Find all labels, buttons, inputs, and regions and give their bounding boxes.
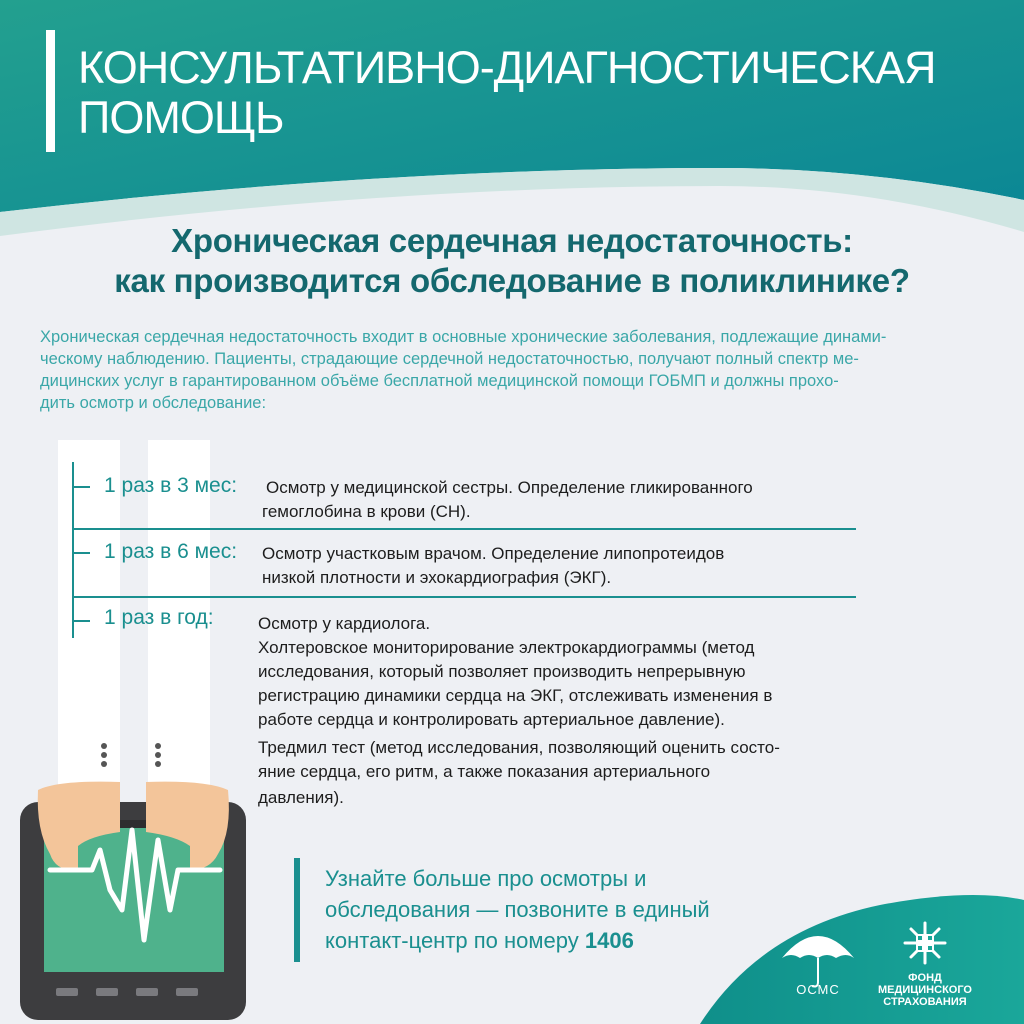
schedule-desc-line: давления). [258, 788, 344, 807]
intro-line: ческому наблюдению. Пациенты, страдающие сердечной недостаточностью, получают полный спектр ме- [40, 350, 859, 368]
schedule-vertical-line [72, 462, 74, 638]
fund-logo-text [868, 972, 982, 1008]
frequency-3-months: 1 раз в 3 мес: [104, 474, 238, 497]
subtitle-line1: Хроническая сердечная недостаточность: [171, 222, 853, 259]
schedule-desc-line: низкой плотности и эхокардиография (ЭКГ). [262, 568, 612, 587]
schedule-separator [72, 596, 856, 598]
schedule-tick [72, 552, 90, 554]
schedule-desc-line: гемоглобина в крови (СН). [262, 502, 471, 521]
schedule-desc-line: исследования, который позволяет производить непрерывную [258, 662, 746, 681]
schedule-tick [72, 486, 90, 488]
schedule-desc-line: Тредмил тест (метод исследования, позволяющий оценить состо- [258, 738, 780, 757]
schedule-tick [72, 620, 90, 622]
frequency-yearly: 1 раз в год: [104, 606, 214, 629]
schedule-desc-line: Холтеровское мониторирование электрокардиограммы (метод [258, 638, 755, 657]
osms-logo-text: ОСМС [796, 982, 840, 997]
schedule-desc-line: регистрацию динамики сердца на ЭКГ, отслеживать изменения в [258, 686, 773, 705]
intro-line: Хроническая сердечная недостаточность входит в основные хронические заболевания, подлежащие динами- [40, 328, 887, 346]
intro-paragraph [40, 326, 990, 414]
schedule-desc-line: яние сердца, его ритм, а также показания артериального [258, 762, 711, 781]
header-accent-bar [46, 30, 55, 152]
cta-line1: Узнайте больше про осмотры и [325, 866, 647, 891]
phone-number: 1406 [584, 928, 634, 953]
schedule-separator [72, 528, 856, 530]
header-title-line2: ПОМОЩЬ [78, 92, 284, 143]
fund-logo-line: ФОНД [908, 972, 942, 984]
schedule-desc-line: Осмотр у медицинской сестры. Определение гликированного [266, 478, 753, 497]
intro-line: дить осмотр и обследование: [40, 394, 267, 412]
subtitle-line2: как производится обследование в поликлинике? [114, 262, 910, 299]
intro-line: дицинских услуг в гарантированном объёме бесплатной медицинской помощи ГОБМП и должны прохо- [40, 372, 839, 390]
fund-logo-icon [902, 920, 948, 966]
header-title-line1: КОНСУЛЬТАТИВНО-ДИАГНОСТИЧЕСКАЯ [78, 42, 936, 93]
cta-accent-bar [294, 858, 300, 962]
frequency-6-months: 1 раз в 6 мес: [104, 540, 238, 563]
schedule-desc-line: работе сердца и контролировать артериальное давление). [258, 710, 725, 729]
schedule-desc-line: Осмотр участковым врачом. Определение липопротеидов [262, 544, 725, 563]
cta-text [325, 863, 710, 956]
fund-logo-line: МЕДИЦИНСКОГО [878, 984, 972, 996]
schedule-desc-line: Осмотр у кардиолога. [258, 614, 431, 633]
cta-line3-prefix: контакт-центр по номеру [325, 928, 585, 953]
cta-line3 [325, 925, 710, 956]
cta-line2: обследования — позвоните в единый [325, 897, 710, 922]
fund-logo-line: СТРАХОВАНИЯ [883, 996, 967, 1008]
